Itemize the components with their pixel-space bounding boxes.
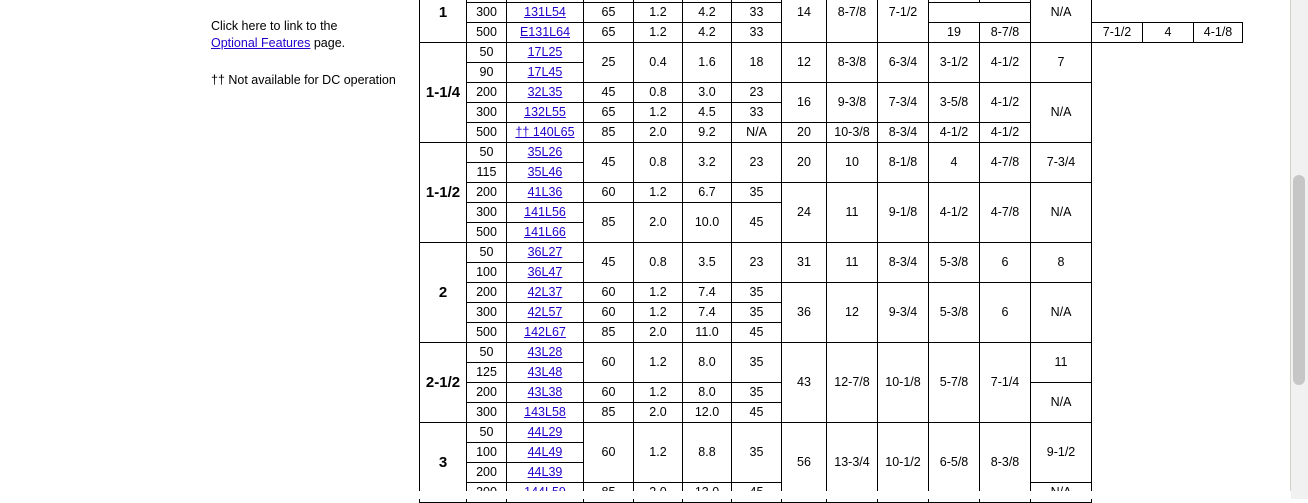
cell-c8: 24: [782, 183, 827, 243]
cell-c9: 9-3/8: [827, 83, 878, 123]
cell-c4: 65: [584, 103, 634, 123]
cell-c12: 6: [980, 243, 1031, 283]
cell-c10: 9-1/8: [878, 183, 929, 243]
cell-c5: 2.0: [634, 123, 683, 143]
cell-c9: 13-3/4: [827, 423, 878, 503]
table-row: [420, 83, 1243, 103]
cell-c5: 1.2: [634, 23, 683, 43]
cell-c6: 10.0: [683, 203, 732, 243]
cell-c9: 12: [827, 283, 878, 343]
cell-c6: 7.4: [683, 283, 732, 303]
cell-rpm: 50: [467, 43, 507, 63]
cell-c7: 35: [732, 283, 782, 303]
table-row: [420, 423, 1243, 443]
cell-c5: 2.0: [634, 323, 683, 343]
table-row: [420, 283, 1243, 303]
cell-c6: 12.0: [683, 403, 732, 423]
cell-rpm: 300: [467, 403, 507, 423]
cell-rpm: 115: [467, 163, 507, 183]
cell-c4: 60: [584, 283, 634, 303]
cell-model: [507, 423, 584, 443]
cell-rpm: 125: [467, 363, 507, 383]
cell-c12: 8-3/8: [980, 423, 1031, 503]
cell-c8: 56: [782, 423, 827, 503]
cell-model: [507, 343, 584, 363]
cell-c13: 7: [1031, 43, 1092, 83]
cell-c5: 0.8: [634, 83, 683, 103]
optional-features-note: [211, 18, 406, 52]
model-link[interactable]: 43L48: [527, 365, 563, 379]
model-link[interactable]: 35L46: [527, 165, 563, 179]
cell-c10: 8-3/4: [878, 123, 929, 143]
cell-rpm: 200: [467, 183, 507, 203]
model-link[interactable]: E131L64: [519, 25, 571, 39]
cell-c4: 45: [584, 243, 634, 283]
cell-model: [507, 363, 584, 383]
cell-c9: 12-7/8: [827, 343, 878, 423]
cell-c11: 4-1/2: [929, 123, 980, 143]
cell-c6: 11.0: [683, 323, 732, 343]
cell-rpm: 200: [467, 383, 507, 403]
cell-c5: 2.0: [634, 203, 683, 243]
cell-c4: 85: [584, 203, 634, 243]
cell-c6: 3.0: [683, 83, 732, 103]
cell-model: [507, 123, 584, 143]
cell-c4: 85: [584, 123, 634, 143]
cell-c10: 7-3/4: [878, 83, 929, 123]
cell-c10: 10-1/8: [878, 343, 929, 423]
cell-model: [507, 163, 584, 183]
cell-c4: 85: [584, 323, 634, 343]
cell-c4: 60: [584, 423, 634, 483]
cell-c5: 0.8: [634, 243, 683, 283]
cell-model: [507, 43, 584, 63]
cell-c11: 5-3/8: [929, 283, 980, 343]
dagger-footnote: †† Not available for DC operation: [211, 73, 396, 87]
cell-c7: 23: [732, 243, 782, 283]
cell-horsepower: 3: [420, 423, 467, 503]
cell-c7: 35: [732, 183, 782, 203]
cell-horsepower: 1-1/4: [420, 43, 467, 143]
cell-rpm: 300: [467, 303, 507, 323]
cell-c10: 8-1/8: [878, 143, 929, 183]
cell-c11: 5-7/8: [929, 343, 980, 423]
model-link[interactable]: 36L47: [527, 265, 563, 279]
cell-rpm: 50: [467, 343, 507, 363]
cell-model: [507, 143, 584, 163]
cell-c10: 10-1/2: [878, 423, 929, 503]
model-link[interactable]: 42L37: [527, 285, 563, 299]
table-row: [420, 243, 1243, 263]
cell-model: [507, 223, 584, 243]
cell-c13: N/A: [1031, 283, 1092, 343]
cell-c4: 65: [584, 23, 634, 43]
cell-c10: 9-3/4: [878, 283, 929, 343]
table-row: [420, 343, 1243, 363]
cell-c8: 20: [782, 143, 827, 183]
cell-model: [507, 383, 584, 403]
cell-c9: 8-7/8: [980, 23, 1031, 43]
cell-rpm: 500: [467, 23, 507, 43]
cell-horsepower: 2: [420, 243, 467, 343]
cell-c12: 7-1/4: [980, 343, 1031, 423]
cell-c12: 4-1/2: [980, 123, 1031, 143]
cell-c9: 8-7/8: [827, 0, 878, 43]
cell-model: [507, 403, 584, 423]
cell-rpm: 50: [467, 423, 507, 443]
cell-model: [507, 83, 584, 103]
model-link[interactable]: 132L55: [524, 105, 566, 119]
cell-c7: N/A: [732, 123, 782, 143]
left-note-column: [211, 18, 406, 89]
cell-c11: 3-5/8: [929, 83, 980, 123]
cell-c13: 8: [1031, 243, 1092, 283]
cell-rpm: 300: [467, 3, 507, 23]
model-link[interactable]: 44L29: [527, 425, 563, 439]
cell-c6: 4.5: [683, 103, 732, 123]
cell-rpm: 200: [467, 83, 507, 103]
cell-c13: N/A: [1031, 183, 1092, 243]
model-link[interactable]: 17L45: [527, 65, 563, 79]
cell-c10: 6-3/4: [878, 43, 929, 83]
cell-c12: [980, 0, 1031, 3]
cell-c8: 16: [782, 83, 827, 123]
cell-c8: 31: [782, 243, 827, 283]
cell-c7: 45: [732, 403, 782, 423]
cell-model: [507, 243, 584, 263]
table-row: [420, 123, 1243, 143]
cell-c12: 6: [980, 283, 1031, 343]
cell-c8: 20: [782, 123, 827, 143]
cell-c8: 43: [782, 343, 827, 423]
cell-model: [507, 23, 584, 43]
cell-model: [507, 323, 584, 343]
cell-model: [507, 263, 584, 283]
cell-c11: 4: [1143, 23, 1194, 43]
cell-c7: 35: [732, 343, 782, 383]
cell-c13: 9-1/2: [1031, 423, 1092, 483]
cell-c5: 1.2: [634, 3, 683, 23]
cell-c5: 1.2: [634, 303, 683, 323]
page-bottom-margin: [0, 491, 1291, 499]
cell-c6: 7.4: [683, 303, 732, 323]
cell-c11: 6-5/8: [929, 423, 980, 503]
motor-spec-table: [419, 0, 1243, 503]
cell-c5: 0.8: [634, 143, 683, 183]
cell-rpm: 500: [467, 123, 507, 143]
cell-c7: 35: [732, 423, 782, 483]
model-link[interactable]: 42L57: [527, 305, 563, 319]
cell-c4: 85: [584, 403, 634, 423]
cell-c6: 8.8: [683, 423, 732, 483]
cell-c11: [929, 0, 980, 3]
cell-c12: 4-1/2: [980, 43, 1031, 83]
cell-rpm: 200: [467, 283, 507, 303]
cell-c12: 4-1/8: [1194, 23, 1243, 43]
cell-c6: 1.6: [683, 43, 732, 83]
cell-c4: 60: [584, 183, 634, 203]
cell-model: [507, 3, 584, 23]
cell-c11: 4-1/2: [929, 183, 980, 243]
model-link[interactable]: 141L66: [524, 225, 566, 239]
cell-c11: 3-1/2: [929, 43, 980, 83]
cell-model: [507, 443, 584, 463]
cell-c4: 25: [584, 43, 634, 83]
cell-c6: 6.7: [683, 183, 732, 203]
cell-c7: 45: [732, 323, 782, 343]
cell-rpm: 100: [467, 443, 507, 463]
vertical-scrollbar[interactable]: [1290, 0, 1308, 499]
cell-c5: 1.2: [634, 283, 683, 303]
cell-c6: 9.2: [683, 123, 732, 143]
cell-rpm: 100: [467, 263, 507, 283]
model-link[interactable]: 17L25: [527, 45, 563, 59]
model-link[interactable]: †† 140L65: [515, 125, 575, 139]
cell-c8: 19: [929, 23, 980, 43]
cell-c8: 36: [782, 283, 827, 343]
cell-c4: 65: [584, 3, 634, 23]
cell-model: [507, 183, 584, 203]
cell-c4: 60: [584, 303, 634, 323]
model-link[interactable]: 143L58: [524, 405, 566, 419]
cell-c5: 1.2: [634, 423, 683, 483]
cell-c12: 4-1/2: [980, 83, 1031, 123]
cell-c5: 2.0: [634, 403, 683, 423]
cell-rpm: 200: [467, 463, 507, 483]
table-row: [420, 183, 1243, 203]
cell-c12: 4-7/8: [980, 183, 1031, 243]
cell-c7: 23: [732, 143, 782, 183]
cell-c11: 5-3/8: [929, 243, 980, 283]
cell-c11: 4: [929, 143, 980, 183]
cell-model: [507, 463, 584, 483]
cell-horsepower: 1-1/2: [420, 143, 467, 243]
cell-rpm: 300: [467, 203, 507, 223]
model-link[interactable]: 44L49: [527, 445, 563, 459]
cell-c10: 7-1/2: [1092, 23, 1143, 43]
cell-c9: 11: [827, 243, 878, 283]
table-row: [420, 43, 1243, 63]
cell-c6: 8.0: [683, 343, 732, 383]
cell-c6: 4.2: [683, 3, 732, 23]
cell-c4: 60: [584, 343, 634, 383]
cell-model: [507, 103, 584, 123]
model-link[interactable]: 141L56: [524, 205, 566, 219]
cell-c7: 33: [732, 23, 782, 43]
model-link[interactable]: 44L39: [527, 465, 563, 479]
cell-model: [507, 283, 584, 303]
cell-horsepower: 2-1/2: [420, 343, 467, 423]
cell-c10: 8-3/4: [878, 243, 929, 283]
cell-model: [507, 63, 584, 83]
model-link[interactable]: 35L26: [527, 145, 563, 159]
cell-c5: 1.2: [634, 103, 683, 123]
model-link[interactable]: 43L38: [527, 385, 563, 399]
cell-c5: 1.2: [634, 183, 683, 203]
motor-spec-table-wrapper: [419, 0, 1243, 503]
cell-c4: 60: [584, 383, 634, 403]
cell-horsepower: 1: [420, 0, 467, 43]
model-link[interactable]: 142L67: [524, 325, 566, 339]
cell-c4: 45: [584, 83, 634, 103]
cell-c9: 10: [827, 143, 878, 183]
cell-model: [507, 203, 584, 223]
cell-c6: 3.2: [683, 143, 732, 183]
cell-c6: 3.5: [683, 243, 732, 283]
cell-c9: 11: [827, 183, 878, 243]
cell-c7: 45: [732, 203, 782, 243]
cell-rpm: 500: [467, 323, 507, 343]
cell-c7: 35: [732, 303, 782, 323]
cell-c13: N/A: [1031, 83, 1092, 143]
cell-rpm: 50: [467, 243, 507, 263]
cell-c9: 10-3/8: [827, 123, 878, 143]
cell-model: [507, 303, 584, 323]
cell-rpm: 50: [467, 143, 507, 163]
model-link[interactable]: 36L27: [527, 245, 563, 259]
cell-c5: 0.4: [634, 43, 683, 83]
model-link[interactable]: 43L28: [527, 345, 563, 359]
cell-rpm: 90: [467, 63, 507, 83]
cell-c12: 4-7/8: [980, 143, 1031, 183]
cell-c13: 11: [1031, 343, 1092, 383]
model-link[interactable]: 32L35: [527, 85, 563, 99]
cell-c13: 7-3/4: [1031, 143, 1092, 183]
cell-c7: 18: [732, 43, 782, 83]
optional-features-suffix: page.: [310, 36, 346, 50]
cell-c4: 45: [584, 143, 634, 183]
optional-features-link[interactable]: Optional Features: [211, 36, 311, 50]
model-link[interactable]: 131L54: [524, 5, 566, 19]
cell-c9: 8-3/8: [827, 43, 878, 83]
cell-c7: 33: [732, 103, 782, 123]
optional-features-intro: Click here to link to the: [211, 19, 338, 33]
model-link[interactable]: 41L36: [527, 185, 563, 199]
cell-c5: 1.2: [634, 343, 683, 383]
cell-c5: 1.2: [634, 383, 683, 403]
cell-c13: N/A: [1031, 0, 1092, 43]
cell-c6: 8.0: [683, 383, 732, 403]
cell-c10: 7-1/2: [878, 0, 929, 43]
cell-rpm: 500: [467, 223, 507, 243]
cell-c8: 14: [782, 0, 827, 43]
cell-c7: 33: [732, 3, 782, 23]
cell-rpm: 300: [467, 103, 507, 123]
cell-c8: 12: [782, 43, 827, 83]
cell-c7: 23: [732, 83, 782, 103]
table-row: [420, 143, 1243, 163]
cell-c7: 35: [732, 383, 782, 403]
cell-c6: 4.2: [683, 23, 732, 43]
scrollbar-thumb[interactable]: [1293, 175, 1305, 385]
cell-c13: N/A: [1031, 383, 1092, 423]
